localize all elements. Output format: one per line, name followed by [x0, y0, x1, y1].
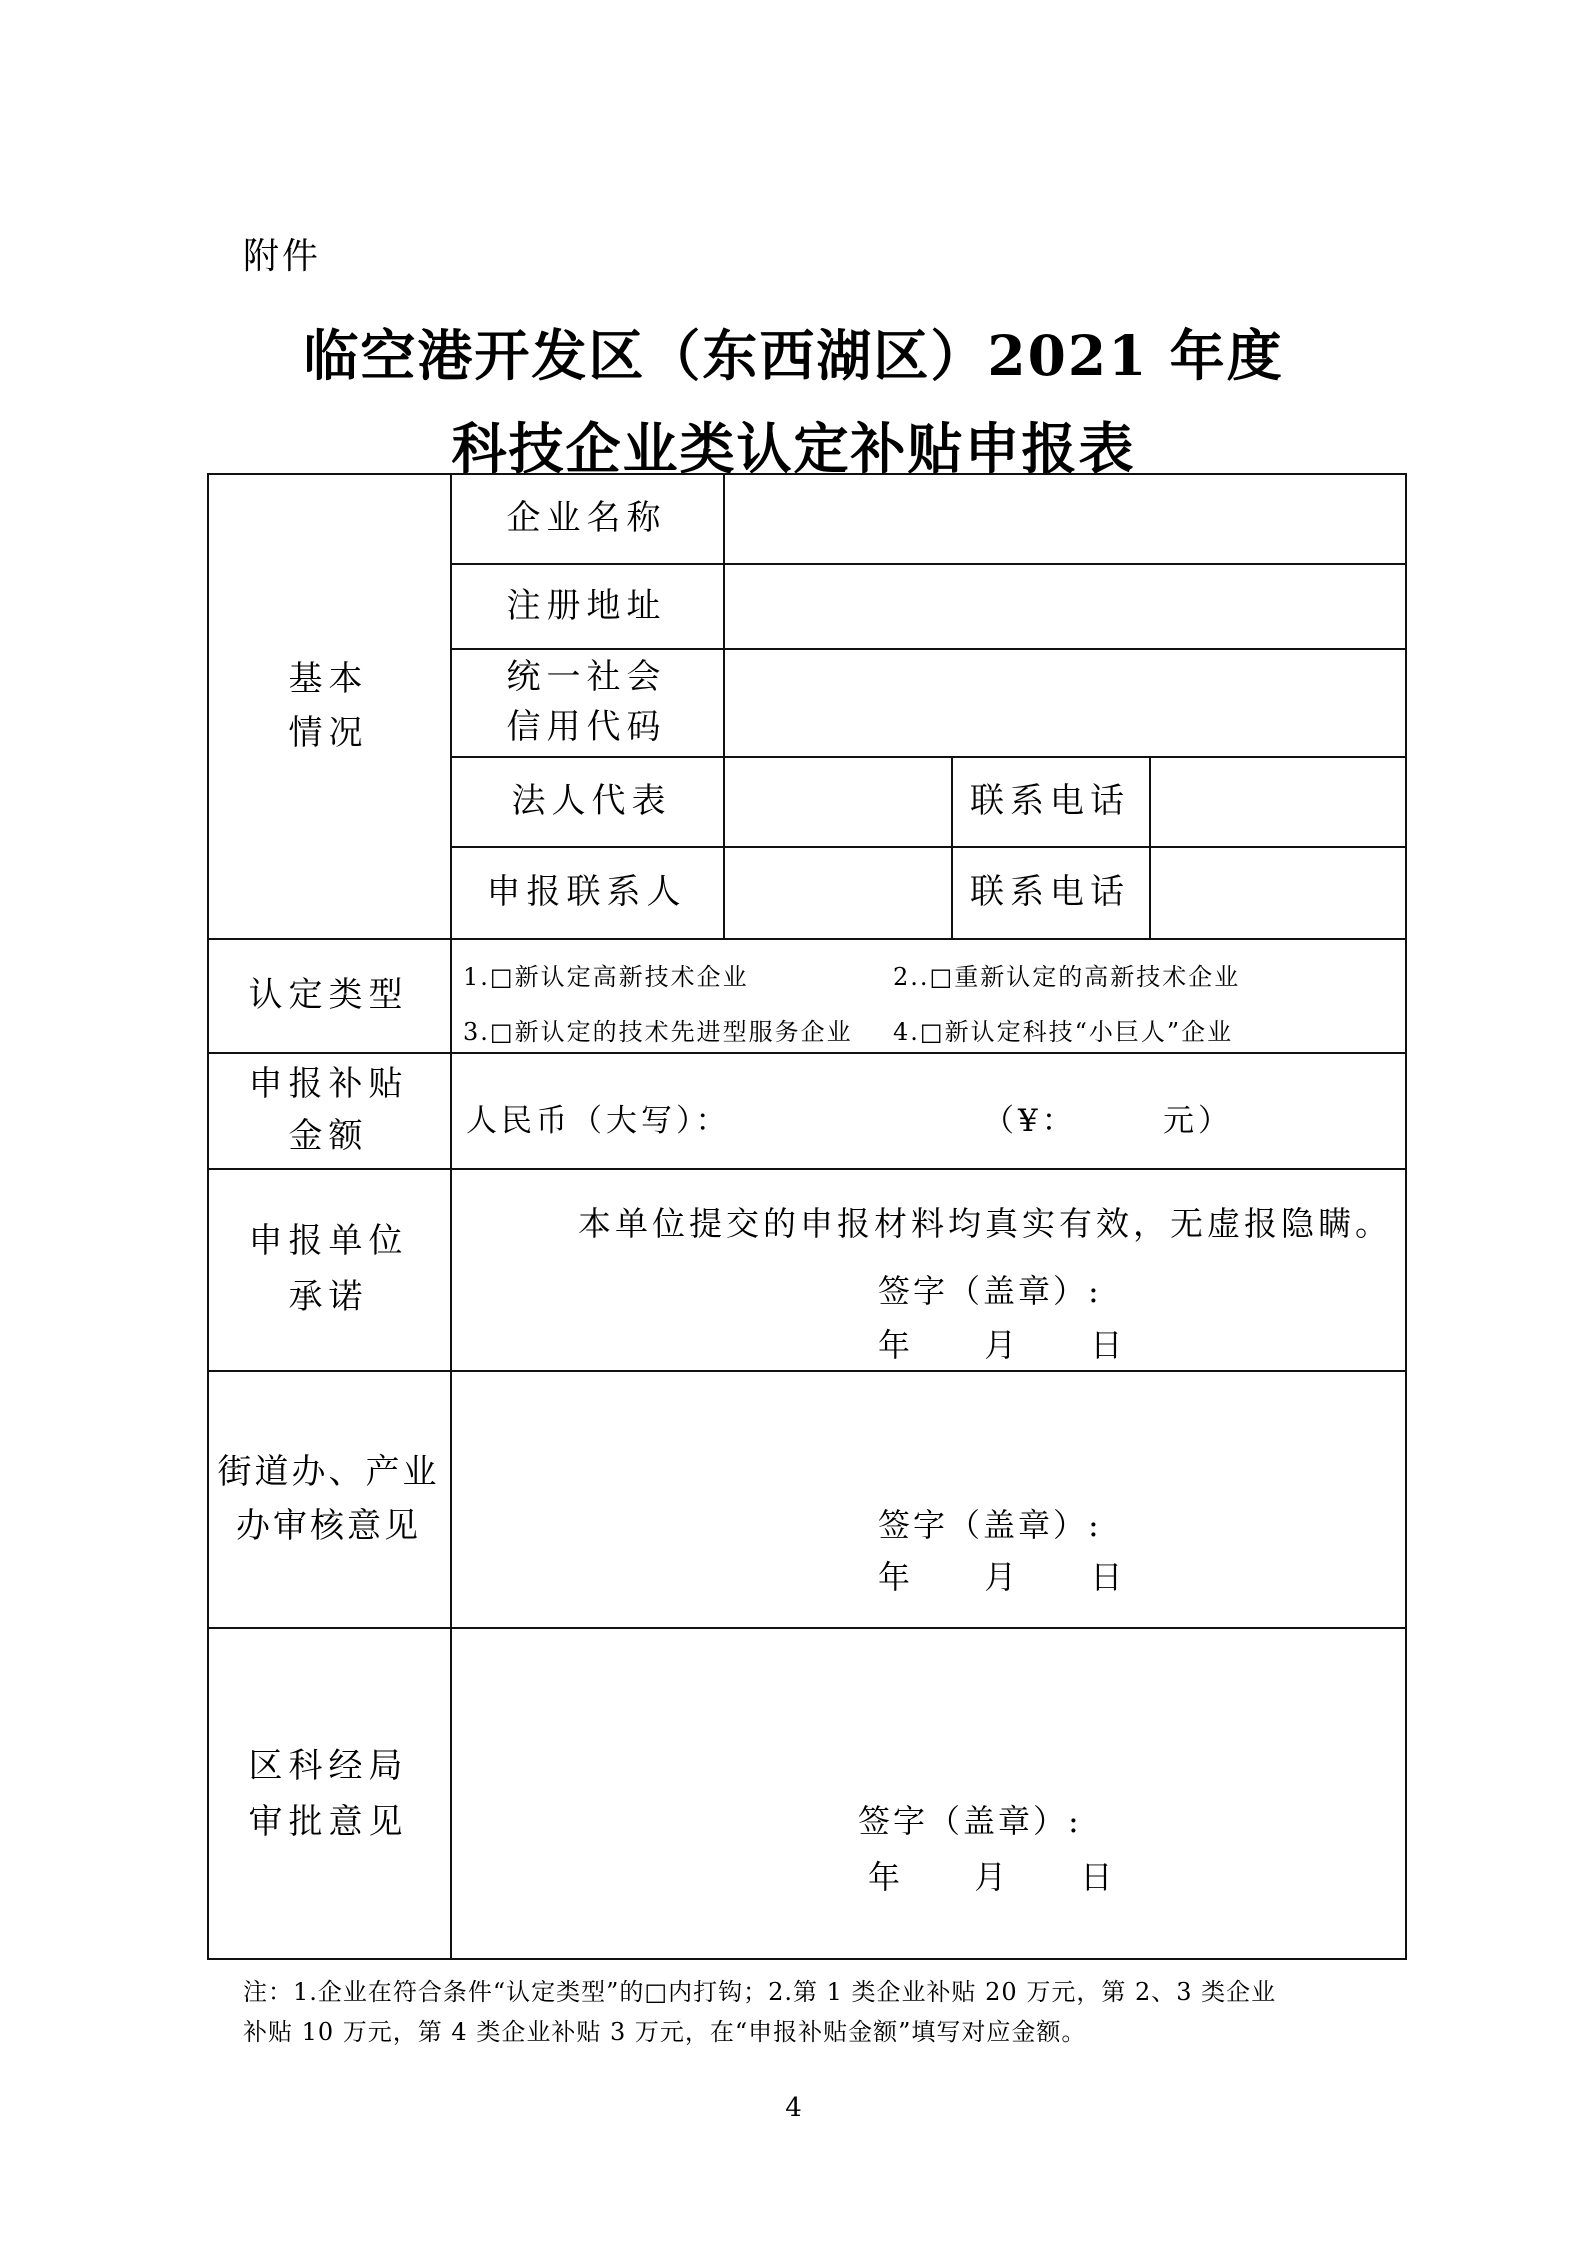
month-label: 月 [984, 1326, 1017, 1364]
amount-rmb-field[interactable] [720, 1088, 980, 1134]
attachment-label: 附件 [243, 236, 322, 277]
year-label: 年 [878, 1558, 911, 1596]
phone-label-2: 联系电话 [970, 872, 1130, 912]
year-label: 年 [878, 1326, 911, 1364]
legal-rep-label: 法人代表 [511, 781, 672, 821]
phone-field-2[interactable] [1151, 848, 1405, 936]
amount-label: 申报补贴 金额 [248, 1064, 409, 1156]
company-name-field[interactable] [725, 475, 1405, 561]
basic-info-label: 基本 情况 [288, 658, 369, 753]
street-review-signature-label: 签字（盖章）: [878, 1506, 1102, 1544]
phone-field-1[interactable] [1151, 758, 1405, 844]
cert-type-label: 认定类型 [248, 975, 409, 1015]
commitment-label: 申报单位 承诺 [248, 1221, 409, 1317]
cert-option-1[interactable]: 1.□新认定高新技术企业 [463, 963, 749, 991]
street-review-label: 街道办、产业 办审核意见 [217, 1451, 440, 1546]
company-name-label: 企业名称 [506, 498, 667, 538]
note-line-1: 注：1.企业在符合条件“认定类型”的□内打钩；2.第 1 类企业补贴 20 万元，第 2、3 类企业 [243, 1978, 1277, 2006]
street-review-date[interactable] [878, 1552, 1122, 1598]
contact-person-field[interactable] [725, 848, 949, 936]
commitment-signature-label: 签字（盖章）: [878, 1272, 1102, 1310]
form-title-line1: 临空港开发区（东西湖区）2021 年度 [303, 323, 1284, 388]
amount-yuan-text: 元） [1163, 1103, 1233, 1139]
page-number: 4 [785, 2093, 802, 2123]
bureau-review-signature-label: 签字（盖章）: [858, 1802, 1082, 1840]
day-label: 日 [1090, 1326, 1123, 1364]
credit-code-field[interactable] [725, 650, 1405, 754]
amount-rmb-text: 人民币（大写）： [466, 1103, 731, 1139]
day-label: 日 [1080, 1858, 1113, 1896]
month-label: 月 [984, 1558, 1017, 1596]
phone-label-1: 联系电话 [970, 781, 1130, 821]
reg-address-label: 注册地址 [506, 585, 667, 626]
day-label: 日 [1090, 1558, 1123, 1596]
contact-person-label: 申报联系人 [486, 872, 687, 912]
commitment-statement: 本单位提交的申报材料均真实有效，无虚报隐瞒。 [578, 1204, 1392, 1243]
credit-code-label: 统一社会 信用代码 [506, 657, 667, 747]
legal-rep-field[interactable] [725, 758, 949, 844]
bureau-review-label: 区科经局 审批意见 [248, 1745, 409, 1842]
form-title-line2: 科技企业类认定补贴申报表 [451, 416, 1136, 481]
month-label: 月 [974, 1858, 1007, 1896]
commitment-date[interactable] [878, 1320, 1122, 1366]
year-label: 年 [868, 1858, 901, 1896]
amount-yen-field[interactable] [1070, 1088, 1160, 1134]
reg-address-field[interactable] [725, 565, 1405, 646]
cert-option-3[interactable]: 3.□新认定的技术先进型服务企业 [463, 1018, 853, 1046]
bureau-review-date[interactable] [868, 1852, 1112, 1898]
cert-option-4[interactable]: 4.□新认定科技“小巨人”企业 [893, 1018, 1234, 1046]
amount-yen-text: （¥： [983, 1103, 1077, 1139]
note-line-2: 补贴 10 万元，第 4 类企业补贴 3 万元，在“申报补贴金额”填写对应金额。 [243, 2018, 1087, 2046]
cert-option-2[interactable]: 2..□重新认定的高新技术企业 [893, 963, 1241, 991]
